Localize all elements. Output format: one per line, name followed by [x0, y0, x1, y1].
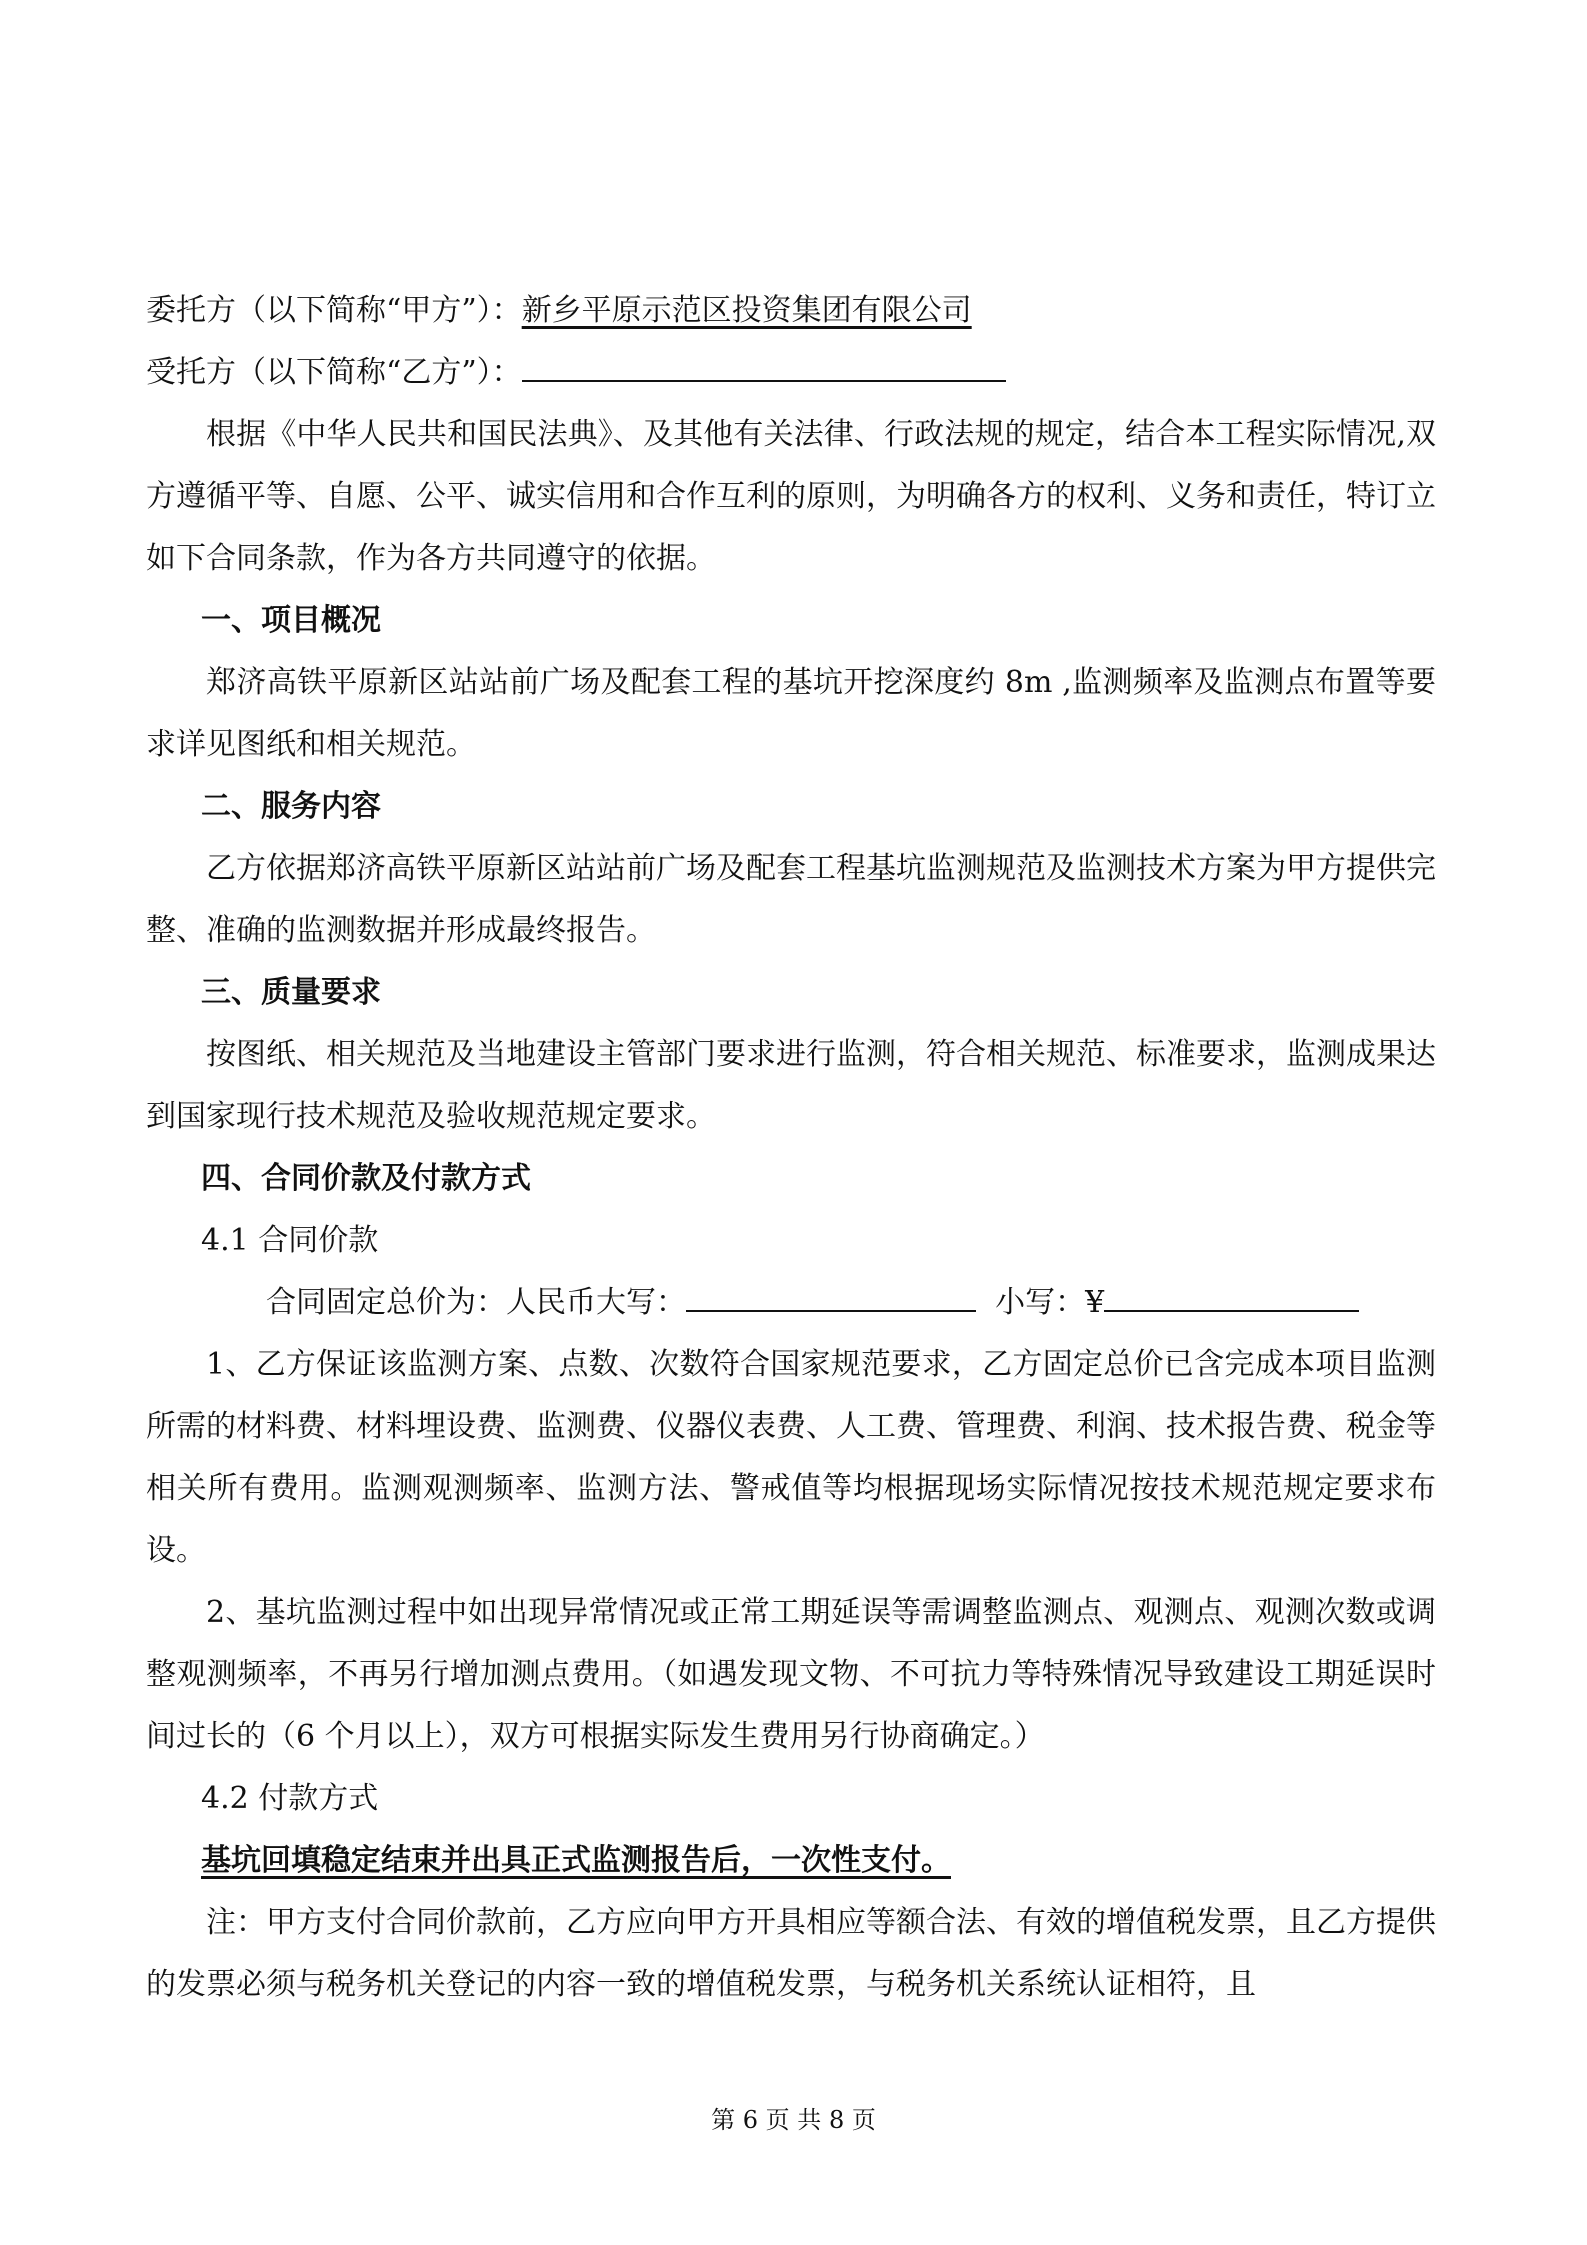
invoice-note: 注：甲方支付合同价款前，乙方应向甲方开具相应等额合法、有效的增值税发票，且乙方提供的发票必须与税务机关登记的内容一致的增值税发票，与税务机关系统认证相符，且 [146, 1905, 1436, 2002]
section-2-body: 乙方依据郑济高铁平原新区站站前广场及配套工程基坑监测规范及监测技术方案为甲方提供完整、准确的监测数据并形成最终报告。 [146, 851, 1436, 948]
price-label: 合同固定总价为：人民币大写： [266, 1285, 686, 1320]
contract-price-line [146, 1272, 1436, 1334]
section-2-title: 二、服务内容 [201, 789, 381, 824]
party-b-blank [522, 344, 1006, 382]
section-4-title: 四、合同价款及付款方式 [201, 1161, 531, 1196]
party-b-label: 受托方（以下简称“乙方”）： [146, 355, 522, 390]
price-small-label: 小写：¥ [995, 1285, 1105, 1320]
party-a-name: 新乡平原示范区投资集团有限公司 [521, 293, 972, 328]
section-4-2-title: 4.2 付款方式 [201, 1781, 379, 1816]
payment-terms: 基坑回填稳定结束并出具正式监测报告后，一次性支付。 [201, 1843, 951, 1878]
page-number-footer: 第 6 页 共 8 页 [711, 2106, 876, 2134]
party-a-line [146, 280, 1436, 342]
clause-item-2: 2、基坑监测过程中如出现异常情况或正常工期延误等需调整监测点、观测点、观测次数或调整观测频率，不再另行增加测点费用。（如遇发现文物、不可抗力等特殊情况导致建设工期延误时间过长的（6 个月以上），双方可根据实际发生费用另行协商确定。） [146, 1595, 1436, 1754]
document-body [146, 280, 1436, 2016]
section-4-1-title: 4.1 合同价款 [201, 1223, 379, 1258]
party-b-line [146, 342, 1436, 404]
clause-item-1: 1、乙方保证该监测方案、点数、次数符合国家规范要求，乙方固定总价已含完成本项目监测所需的材料费、材料埋设费、监测费、仪器仪表费、人工费、管理费、利润、技术报告费、税金等相关所有费用。监测观测频率、监测方法、警戒值等均根据现场实际情况按技术规范规定要求布设。 [146, 1347, 1436, 1568]
section-1-body: 郑济高铁平原新区站站前广场及配套工程的基坑开挖深度约 8m ,监测频率及监测点布置等要求详见图纸和相关规范。 [146, 665, 1436, 762]
price-number-blank [1104, 1274, 1359, 1312]
section-3-body: 按图纸、相关规范及当地建设主管部门要求进行监测，符合相关规范、标准要求，监测成果达到国家现行技术规范及验收规范规定要求。 [146, 1037, 1436, 1134]
intro-paragraph: 根据《中华人民共和国民法典》、及其他有关法律、行政法规的规定，结合本工程实际情况,双方遵循平等、自愿、公平、诚实信用和合作互利的原则，为明确各方的权利、义务和责任，特订立如下合同条款，作为各方共同遵守的依据。 [146, 417, 1436, 576]
section-1-title: 一、项目概况 [201, 603, 381, 638]
section-3-title: 三、质量要求 [201, 975, 381, 1010]
price-words-blank [686, 1274, 976, 1312]
party-a-label: 委托方（以下简称“甲方”）： [146, 293, 522, 328]
